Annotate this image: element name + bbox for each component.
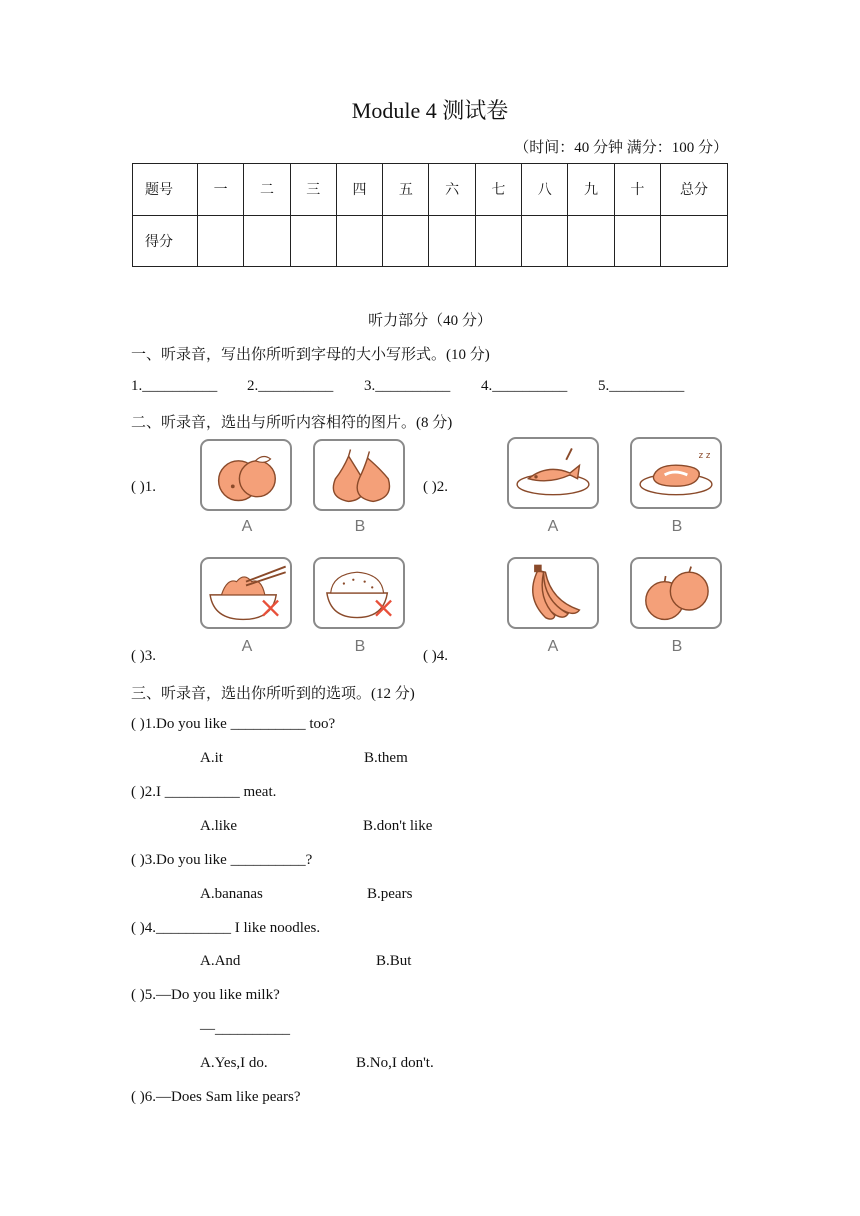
option-b[interactable]: B.No,I don't. [356, 1055, 434, 1071]
question-3-6[interactable]: ( )6.—Does Sam like pears? [131, 1089, 301, 1105]
section-2-heading: 二、听录音，选出与所听内容相符的图片。(8 分) [131, 415, 453, 431]
answer-blank-5[interactable]: 5.__________ [598, 378, 685, 394]
table-cell: 六 [429, 164, 475, 216]
table-cell: 总分 [661, 164, 728, 216]
option-b-label: B [354, 638, 366, 655]
question-2-2-number[interactable]: ( )2. [423, 479, 448, 495]
bananas-icon[interactable] [507, 557, 599, 629]
answer-blank-4[interactable]: 4.__________ [481, 378, 568, 394]
table-cell: 五 [383, 164, 429, 216]
question-3-4[interactable]: ( )4.__________ I like noodles. [131, 920, 321, 936]
option-b[interactable]: B.But [376, 953, 412, 969]
score-table-score-row [133, 215, 728, 267]
table-cell: 四 [336, 164, 382, 216]
table-cell: 一 [198, 164, 244, 216]
question-2-4-number[interactable]: ( )4. [423, 648, 448, 664]
question-2-3-number[interactable]: ( )3. [131, 648, 156, 664]
answer-blank-3[interactable]: 3.__________ [364, 378, 451, 394]
option-b-label: B [671, 638, 683, 655]
section-3-heading: 三、听录音，选出你所听到的选项。(12 分) [131, 686, 415, 702]
score-cell[interactable] [336, 215, 382, 267]
option-b-label: B [671, 518, 683, 535]
fish-plate-icon[interactable] [507, 437, 599, 509]
option-a-label: A [241, 518, 253, 535]
apples-icon[interactable] [630, 557, 722, 629]
score-cell[interactable] [244, 215, 290, 267]
score-table [132, 163, 728, 267]
page-title: Module 4 测试卷 [351, 98, 509, 123]
score-cell[interactable] [383, 215, 429, 267]
score-cell[interactable] [290, 215, 336, 267]
listening-section-title: 听力部分（40 分） [368, 313, 492, 329]
rice-bowl-icon[interactable] [313, 557, 405, 629]
option-a[interactable]: A.it [200, 750, 223, 766]
section-1-heading: 一、听录音，写出你所听到字母的大小写形式。(10 分) [131, 347, 490, 363]
meat-plate-icon[interactable] [630, 437, 722, 509]
option-b[interactable]: B.pears [367, 886, 413, 902]
score-table-header-row [133, 164, 728, 216]
table-cell: 三 [290, 164, 336, 216]
score-cell[interactable] [522, 215, 568, 267]
option-a-label: A [241, 638, 253, 655]
question-3-3[interactable]: ( )3.Do you like __________? [131, 852, 313, 868]
option-b[interactable]: B.them [364, 750, 408, 766]
score-cell[interactable] [661, 215, 728, 267]
option-b-label: B [354, 518, 366, 535]
question-2-1-number[interactable]: ( )1. [131, 479, 156, 495]
svg-text:z z: z z [698, 450, 711, 461]
table-cell: 九 [568, 164, 614, 216]
pears-icon[interactable] [313, 439, 405, 511]
score-cell[interactable] [429, 215, 475, 267]
table-cell: 二 [244, 164, 290, 216]
score-cell[interactable] [475, 215, 521, 267]
reply-blank[interactable]: —__________ [200, 1021, 290, 1037]
option-a[interactable]: A.And [200, 953, 241, 969]
table-cell: 十 [614, 164, 660, 216]
noodles-bowl-icon[interactable] [200, 557, 292, 629]
option-b[interactable]: B.don't like [363, 818, 433, 834]
score-cell[interactable] [198, 215, 244, 267]
table-cell: 题号 [133, 164, 198, 216]
option-a-label: A [547, 638, 559, 655]
question-3-2[interactable]: ( )2.I __________ meat. [131, 784, 277, 800]
option-a-label: A [547, 518, 559, 535]
answer-blank-2[interactable]: 2.__________ [247, 378, 334, 394]
table-cell: 得分 [133, 215, 198, 267]
option-a[interactable]: A.like [200, 818, 238, 834]
table-cell: 八 [522, 164, 568, 216]
table-cell: 七 [475, 164, 521, 216]
oranges-icon[interactable] [200, 439, 292, 511]
answer-blank-1[interactable]: 1.__________ [131, 378, 218, 394]
question-3-1[interactable]: ( )1.Do you like __________ too? [131, 716, 336, 732]
option-a[interactable]: A.bananas [200, 886, 263, 902]
option-a[interactable]: A.Yes,I do. [200, 1055, 268, 1071]
question-3-5[interactable]: ( )5.—Do you like milk? [131, 987, 280, 1003]
score-cell[interactable] [614, 215, 660, 267]
time-score-info: （时间：40 分钟 满分：100 分） [514, 140, 728, 156]
score-cell[interactable] [568, 215, 614, 267]
